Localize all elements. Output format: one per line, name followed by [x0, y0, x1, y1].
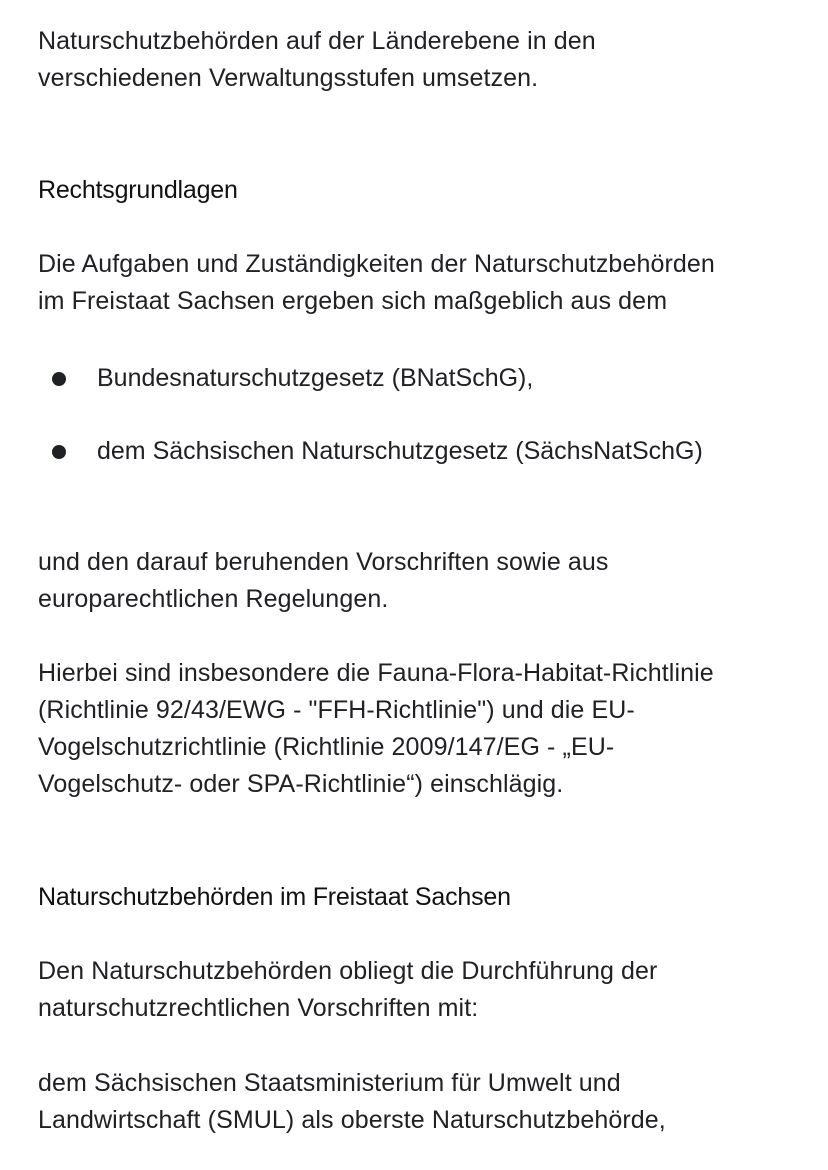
- list-item-text: dem Sächsischen Naturschutzgesetz (SächsNatSchG): [97, 437, 703, 465]
- bullet-icon: [52, 372, 66, 386]
- intro-line-1: Naturschutzbehörden auf der Länderebene in den: [38, 27, 596, 55]
- directives-paragraph: [38, 655, 798, 803]
- legal-intro-paragraph: [38, 246, 798, 320]
- heading-naturschutzbehoerden: Naturschutzbehörden im Freistaat Sachsen: [38, 883, 511, 911]
- list-item-text: Bundesnaturschutzgesetz (BNatSchG),: [97, 364, 534, 392]
- ministry-paragraph: [38, 1065, 798, 1139]
- directives-line-1: Hierbei sind insbesondere die Fauna-Flora-Habitat-Richtlinie: [38, 659, 714, 687]
- intro-paragraph: [38, 23, 798, 97]
- directives-line-3: Vogelschutzrichtlinie (Richtlinie 2009/147/EG - „EU-: [38, 733, 615, 761]
- legal-intro-line-1: Die Aufgaben und Zuständigkeiten der Naturschutzbehörden: [38, 250, 715, 278]
- authorities-intro-line-2: naturschutzrechtlichen Vorschriften mit:: [38, 994, 479, 1022]
- list-item: [52, 433, 812, 470]
- intro-line-2: verschiedenen Verwaltungsstufen umsetzen.: [38, 64, 539, 92]
- heading-rechtsgrundlagen: Rechtsgrundlagen: [38, 176, 238, 204]
- legal-followup-line-2: europarechtlichen Regelungen.: [38, 585, 389, 613]
- ministry-line-1: dem Sächsischen Staatsministerium für Umwelt und: [38, 1069, 621, 1097]
- directives-line-2: (Richtlinie 92/43/EWG - "FFH-Richtlinie") und die EU-: [38, 696, 635, 724]
- ministry-line-2: Landwirtschaft (SMUL) als oberste Naturschutzbehörde,: [38, 1106, 666, 1134]
- directives-line-4: Vogelschutz- oder SPA-Richtlinie“) einschlägig.: [38, 770, 564, 798]
- authorities-intro-paragraph: [38, 953, 798, 1027]
- legal-followup-line-1: und den darauf beruhenden Vorschriften sowie aus: [38, 548, 609, 576]
- list-item: [52, 360, 812, 397]
- bullet-icon: [52, 445, 66, 459]
- legal-intro-line-2: im Freistaat Sachsen ergeben sich maßgeblich aus dem: [38, 287, 668, 315]
- authorities-intro-line-1: Den Naturschutzbehörden obliegt die Durchführung der: [38, 957, 658, 985]
- legal-followup-paragraph: [38, 544, 798, 618]
